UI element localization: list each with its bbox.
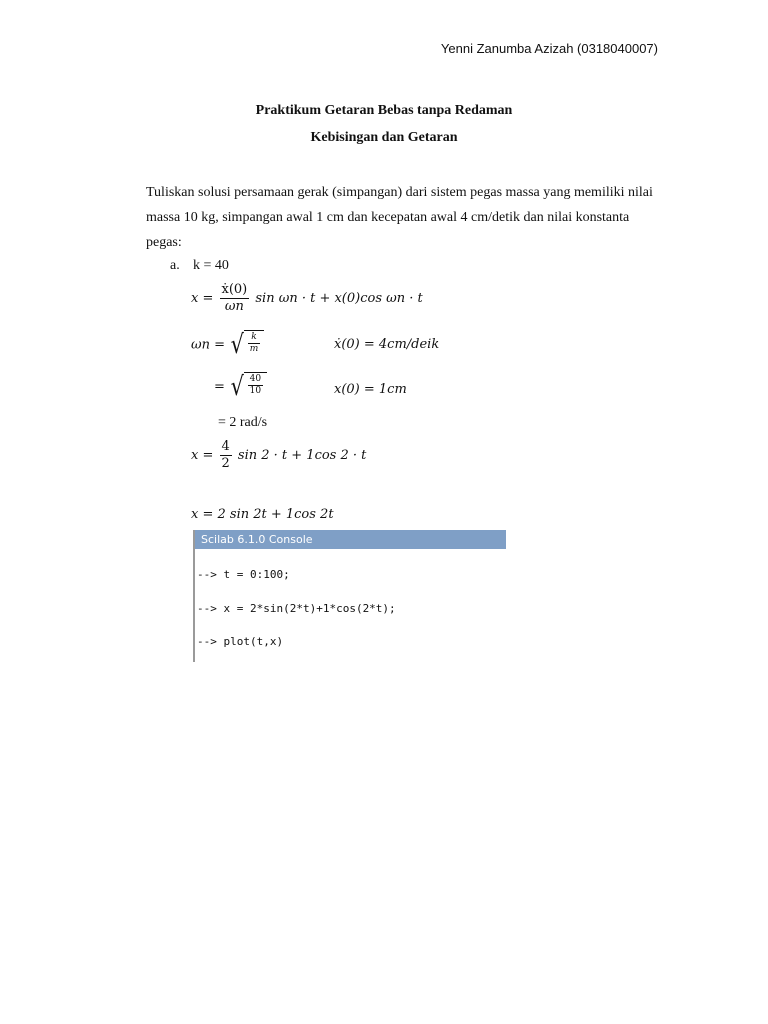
eq-sign: =	[214, 379, 225, 395]
eq2-rest: sin 2 · t + 1cos 2 · t	[237, 448, 367, 463]
document-title: Praktikum Getaran Bebas tanpa Redaman	[255, 103, 513, 118]
eq1-numerator: ẋ(0)	[221, 282, 248, 297]
eq2-denominator: 2	[221, 456, 230, 471]
sqrt-sign-icon: √	[230, 372, 244, 402]
equation-natural-frequency	[191, 330, 264, 360]
initial-velocity: ẋ(0) = 4cm/deik	[334, 337, 440, 352]
eq1-lhs: x =	[191, 291, 214, 306]
list-marker-a: a.	[170, 258, 180, 273]
spring-constant-label: k = 40	[193, 258, 229, 273]
eq2-numerator: 4	[221, 439, 230, 454]
omega-lhs: ωn =	[191, 337, 225, 353]
problem-statement: Tuliskan solusi persamaan gerak (simpangan) dari sistem pegas massa yang memiliki nilai massa 10 kg, simpangan awal 1 cm dan kecepatan awal 4 cm/detik dan nilai konstanta pegas:	[146, 185, 653, 250]
frequency-result: = 2 rad/s	[218, 415, 268, 430]
scilab-console	[193, 530, 506, 662]
omega-denominator: m	[249, 344, 259, 354]
eq1-denominator: ωn	[224, 299, 244, 314]
author-header: Yenni Zanumba Azizah (0318040007)	[440, 41, 658, 56]
equation-final: x = 2 sin 2t + 1cos 2t	[191, 507, 334, 522]
eq2-fraction	[220, 439, 232, 472]
equation-general-solution	[191, 282, 423, 315]
console-title-bar: Scilab 6.1.0 Console	[195, 530, 506, 549]
equation-substituted	[191, 439, 366, 472]
eq1-fraction	[220, 282, 250, 315]
console-line: --> plot(t,x)	[197, 635, 284, 648]
document-subtitle: Kebisingan dan Getaran	[310, 130, 458, 145]
omega-sqrt	[229, 330, 264, 360]
equation-frequency-substitution	[214, 372, 267, 402]
initial-displacement: x(0) = 1cm	[334, 382, 407, 397]
ratio-numerator: 40	[249, 374, 262, 384]
console-line: --> t = 0:100;	[197, 568, 290, 581]
console-line: --> x = 2*sin(2*t)+1*cos(2*t);	[197, 602, 396, 615]
sqrt-sign-icon: √	[230, 330, 245, 360]
omega-numerator: k	[248, 332, 261, 344]
eq2-lhs: x =	[191, 448, 214, 463]
ratio-sqrt	[229, 372, 267, 402]
eq1-rest: sin ωn · t + x(0)cos ωn · t	[255, 291, 423, 306]
ratio-denominator: 10	[249, 386, 262, 396]
